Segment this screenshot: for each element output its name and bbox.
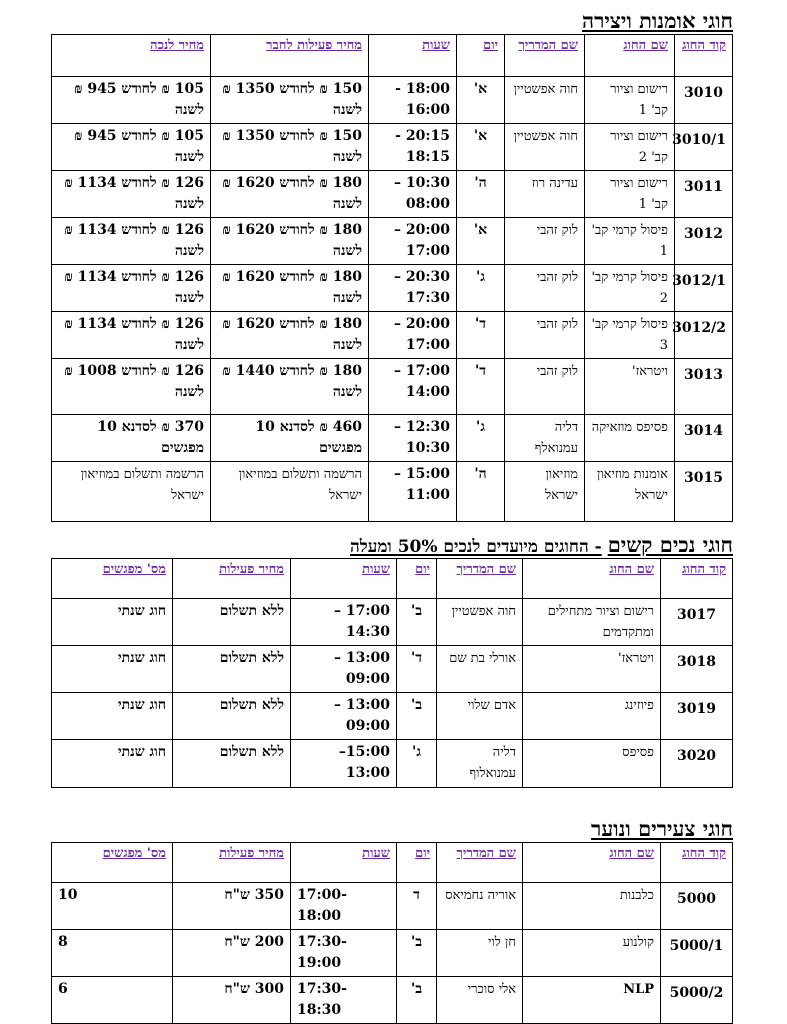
course-name: קולנוע <box>523 930 661 977</box>
course-hours: 17:00-18:00 <box>291 883 397 930</box>
table-row <box>52 599 733 646</box>
course-code: 3014 <box>675 415 733 462</box>
header-price: מחיר פעילות <box>173 843 291 883</box>
course-name: רישום וציור קב' 2 <box>585 124 675 171</box>
course-day: ב' <box>397 977 437 1024</box>
header-price-disabled: מחיר לנכה <box>52 35 211 77</box>
course-name: פיסול קרמי קב' 1 <box>585 218 675 265</box>
table-row <box>52 415 733 462</box>
course-day: ד' <box>397 646 437 693</box>
course-price-member: 180 ₪ לחודש 1620 ₪ לשנה <box>211 171 369 218</box>
table-row <box>52 930 733 977</box>
course-day: ה' <box>457 462 505 522</box>
table-row <box>52 883 733 930</box>
header-name: שם החוג <box>585 35 675 77</box>
course-instructor: חוה אפשטיין <box>437 599 523 646</box>
header-hours: שעות <box>369 35 457 77</box>
course-name: NLP <box>523 977 661 1024</box>
course-instructor: לוק זהבי <box>505 218 585 265</box>
youth-table <box>51 842 733 1024</box>
course-meetings: חוג שנתי <box>52 693 173 740</box>
header-name: שם החוג <box>523 843 661 883</box>
course-day: ב' <box>397 599 437 646</box>
header-instructor: שם המדריך <box>505 35 585 77</box>
course-price-member: 150 ₪ לחודש 1350 ₪ לשנה <box>211 77 369 124</box>
course-name: פסיפס <box>523 740 661 788</box>
course-day: ג' <box>457 415 505 462</box>
course-price-disabled: 126 ₪ לחודש 1134 ₪ לשנה <box>52 171 211 218</box>
course-price-disabled: 105 ₪ לחודש 945 ₪ לשנה <box>52 77 211 124</box>
course-instructor: דליה עמנואלוף <box>437 740 523 788</box>
header-price: מחיר פעילות <box>173 559 291 599</box>
course-code: 3010 <box>675 77 733 124</box>
table-row <box>52 265 733 312</box>
course-instructor: חוה אפשטיין <box>505 77 585 124</box>
course-instructor: דליה עמנואלף <box>505 415 585 462</box>
course-price-member: 180 ₪ לחודש 1620 ₪ לשנה <box>211 265 369 312</box>
course-day: ג' <box>457 265 505 312</box>
course-price-member: הרשמה ותשלום במוזיאון ישראל <box>211 462 369 522</box>
section-youth-title: חוגי צעירים ונוער <box>591 816 733 841</box>
course-name: רישום וציור קב' 1 <box>585 171 675 218</box>
course-instructor: לוק זהבי <box>505 359 585 415</box>
course-instructor: לוק זהבי <box>505 312 585 359</box>
course-hours: 15:00 – 11:00 <box>369 462 457 522</box>
table-row <box>52 740 733 788</box>
table-row <box>52 124 733 171</box>
course-price-member: 180 ₪ לחודש 1620 ₪ לשנה <box>211 218 369 265</box>
art-table <box>51 34 733 522</box>
table-row <box>52 77 733 124</box>
course-hours: 17:00 – 14:30 <box>291 599 397 646</box>
course-name: רישום וציור מתחילים ומתקדמים <box>523 599 661 646</box>
course-code: 3019 <box>661 693 733 740</box>
course-hours: 20:15 - 18:15 <box>369 124 457 171</box>
course-instructor: מוזיאון ישראל <box>505 462 585 522</box>
header-instructor: שם המדריך <box>437 559 523 599</box>
course-name: פיסול קרמי קב' 2 <box>585 265 675 312</box>
course-hours: 17:30-18:30 <box>291 977 397 1024</box>
course-code: 3013 <box>675 359 733 415</box>
course-price-disabled: 126 ₪ לחודש 1134 ₪ לשנה <box>52 265 211 312</box>
table-row <box>52 171 733 218</box>
course-hours: 13:00 – 09:00 <box>291 693 397 740</box>
course-instructor: חן לוי <box>437 930 523 977</box>
course-code: 3015 <box>675 462 733 522</box>
course-price-member: 460 ₪ לסדנא 10 מפגשים <box>211 415 369 462</box>
section-disabled-subtitle: - החוגים מיועדים לנכים 50% ומעלה <box>349 537 602 557</box>
course-price-disabled: 126 ₪ לחודש 1134 ₪ לשנה <box>52 312 211 359</box>
course-code: 5000/2 <box>661 977 733 1024</box>
course-meetings: 10 <box>52 883 173 930</box>
table-row <box>52 693 733 740</box>
header-instructor: שם המדריך <box>437 843 523 883</box>
course-code: 5000 <box>661 883 733 930</box>
table-row <box>52 462 733 522</box>
section-disabled <box>52 532 733 788</box>
course-code: 3017 <box>661 599 733 646</box>
course-instructor: עדינה רוז <box>505 171 585 218</box>
course-price-member: 150 ₪ לחודש 1350 ₪ לשנה <box>211 124 369 171</box>
course-hours: 10:30 – 08:00 <box>369 171 457 218</box>
course-name: ויטראז' <box>585 359 675 415</box>
course-day: א' <box>457 77 505 124</box>
course-price-disabled: 126 ₪ לחודש 1134 ₪ לשנה <box>52 218 211 265</box>
section-youth <box>52 816 733 1024</box>
course-instructor: אוריה נחמיאס <box>437 883 523 930</box>
course-name: רישום וציור קב' 1 <box>585 77 675 124</box>
course-day: א' <box>457 218 505 265</box>
course-meetings: חוג שנתי <box>52 646 173 693</box>
course-meetings: חוג שנתי <box>52 740 173 788</box>
course-price-disabled: הרשמה ותשלום במוזיאון ישראל <box>52 462 211 522</box>
course-hours: 20:30 – 17:30 <box>369 265 457 312</box>
course-price: ללא תשלום <box>173 740 291 788</box>
course-day: ד <box>397 883 437 930</box>
disabled-table <box>51 558 733 788</box>
header-meetings: מס' מפגשים <box>52 843 173 883</box>
course-day: ד' <box>457 359 505 415</box>
table-row <box>52 646 733 693</box>
course-price-member: 180 ₪ לחודש 1440 ₪ לשנה <box>211 359 369 415</box>
course-code: 3018 <box>661 646 733 693</box>
table-row <box>52 312 733 359</box>
header-price-member: מחיר פעילות לחבר <box>211 35 369 77</box>
course-price: ללא תשלום <box>173 599 291 646</box>
course-name: פיסול קרמי קב' 3 <box>585 312 675 359</box>
course-hours: 15:00– 13:00 <box>291 740 397 788</box>
header-day: יום <box>397 843 437 883</box>
course-day: א' <box>457 124 505 171</box>
course-price-member: 180 ₪ לחודש 1620 ₪ לשנה <box>211 312 369 359</box>
header-name: שם החוג <box>523 559 661 599</box>
table-row <box>52 218 733 265</box>
course-name: פיוזינג <box>523 693 661 740</box>
course-price: 350 ש"ח <box>173 883 291 930</box>
course-code: 3011 <box>675 171 733 218</box>
course-hours: 12:30 – 10:30 <box>369 415 457 462</box>
course-hours: 18:00 - 16:00 <box>369 77 457 124</box>
course-day: ג' <box>397 740 437 788</box>
course-hours: 20:00 – 17:00 <box>369 312 457 359</box>
course-name: ויטראז' <box>523 646 661 693</box>
header-hours: שעות <box>291 843 397 883</box>
course-name: כלבנות <box>523 883 661 930</box>
course-instructor: חוה אפשטיין <box>505 124 585 171</box>
course-day: ב' <box>397 693 437 740</box>
course-instructor: לוק זהבי <box>505 265 585 312</box>
course-code: 3012/1 <box>675 265 733 312</box>
section-art-title: חוגי אומנות ויצירה <box>582 8 733 33</box>
course-price-disabled: 370 ₪ לסדנא 10 מפגשים <box>52 415 211 462</box>
course-hours: 17:30-19:00 <box>291 930 397 977</box>
course-code: 3020 <box>661 740 733 788</box>
section-disabled-title-main: חוגי נכים קשים <box>607 532 733 557</box>
course-day: ב' <box>397 930 437 977</box>
course-code: 3010/1 <box>675 124 733 171</box>
section-disabled-title <box>52 532 733 558</box>
header-day: יום <box>457 35 505 77</box>
header-code: קוד החוג <box>675 35 733 77</box>
course-price-disabled: 105 ₪ לחודש 945 ₪ לשנה <box>52 124 211 171</box>
course-price: ללא תשלום <box>173 646 291 693</box>
table-row <box>52 359 733 415</box>
course-name: אומנות מוזיאון ישראל <box>585 462 675 522</box>
course-meetings: 8 <box>52 930 173 977</box>
course-code: 5000/1 <box>661 930 733 977</box>
course-code: 3012/2 <box>675 312 733 359</box>
table-row <box>52 977 733 1024</box>
header-code: קוד החוג <box>661 559 733 599</box>
course-day: ד' <box>457 312 505 359</box>
course-price-disabled: 126 ₪ לחודש 1008 ₪ לשנה <box>52 359 211 415</box>
course-hours: 13:00 – 09:00 <box>291 646 397 693</box>
header-code: קוד החוג <box>661 843 733 883</box>
course-name: פסיפס מוזאיקה <box>585 415 675 462</box>
section-art <box>52 8 733 522</box>
course-price: ללא תשלום <box>173 693 291 740</box>
course-price: 300 ש"ח <box>173 977 291 1024</box>
header-hours: שעות <box>291 559 397 599</box>
course-instructor: אורלי בת שם <box>437 646 523 693</box>
course-price: 200 ש"ח <box>173 930 291 977</box>
course-hours: 20:00 – 17:00 <box>369 218 457 265</box>
header-meetings: מס' מפגשים <box>52 559 173 599</box>
course-meetings: חוג שנתי <box>52 599 173 646</box>
course-hours: 17:00 – 14:00 <box>369 359 457 415</box>
course-instructor: אדם שלוי <box>437 693 523 740</box>
course-day: ה' <box>457 171 505 218</box>
course-meetings: 6 <box>52 977 173 1024</box>
course-code: 3012 <box>675 218 733 265</box>
header-day: יום <box>397 559 437 599</box>
course-instructor: אלי סוכרי <box>437 977 523 1024</box>
